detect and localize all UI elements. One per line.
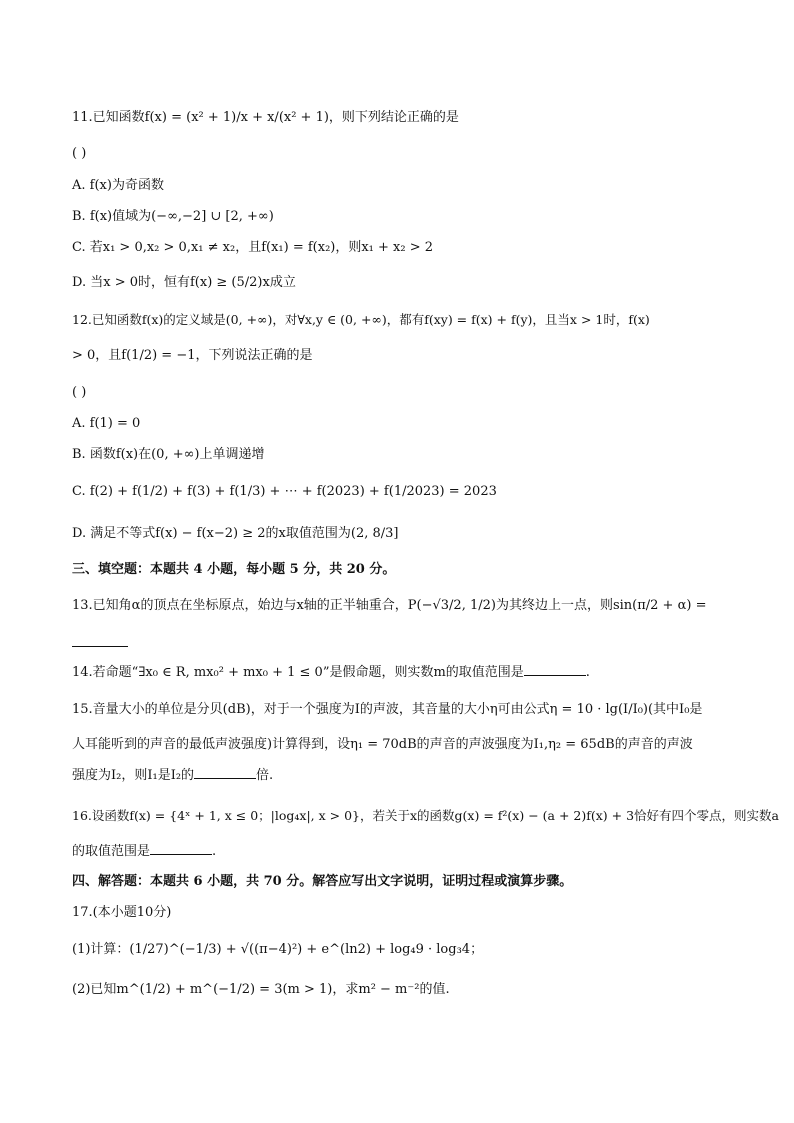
q12-option-a: A. f(1) = 0 xyxy=(72,416,141,431)
q16-line1: 16.设函数f(x) = {4ˣ + 1, x ≤ 0；|log₄x|, x > 0}，若关于x的函数g(x) = f²(x) − (a + 2)f(x) + 3恰好有四个零点，则实数a xyxy=(72,808,779,823)
q15-answer-blank xyxy=(194,766,256,779)
q17-part1: (1)计算：(1/27)^(−1/3) + √((π−4)²) + e^(ln2) + log₄9 · log₃4； xyxy=(72,942,484,957)
q15-line2: 人耳能听到的声音的最低声波强度)计算得到，设η₁ = 70dB的声音的声波强度为I₁,η₂ = 65dB的声音的声波 xyxy=(72,737,693,752)
q12-stem-line1: 12.已知函数f(x)的定义域是(0, +∞)，对∀x,y ∈ (0, +∞)，都有f(xy) = f(x) + f(y)，且当x > 1时，f(x) xyxy=(72,312,650,327)
q12-stem-line2: > 0，且f(1/2) = −1，下列说法正确的是 xyxy=(72,348,313,363)
q13-answer-blank-row xyxy=(72,632,732,654)
q14-text: 14.若命题“∃x₀ ∈ R, mx₀² + mx₀ + 1 ≤ 0”是假命题，则实数m的取值范围是 xyxy=(72,665,524,680)
q15-line3-end: 倍. xyxy=(256,768,274,783)
q11-option-a: A. f(x)为奇函数 xyxy=(72,178,164,193)
q14-answer-blank xyxy=(524,663,586,676)
q16-line2-end: . xyxy=(212,844,217,859)
q14-end: . xyxy=(585,665,590,680)
q11-stem: 11.已知函数f(x) = (x² + 1)/x + x/(x² + 1)，则下列结论正确的是 xyxy=(72,110,459,125)
q15-line3-text: 强度为I₂，则I₁是I₂的 xyxy=(72,768,195,783)
q12-option-d: D. 满足不等式f(x) − f(x−2) ≥ 2的x取值范围为(2, 8/3] xyxy=(72,526,399,541)
q12-option-c: C. f(2) + f(1/2) + f(3) + f(1/3) + ⋯ + f(2023) + f(1/2023) = 2023 xyxy=(72,484,497,499)
q12-option-b: B. 函数f(x)在(0, +∞)上单调递增 xyxy=(72,447,265,462)
q16-answer-blank xyxy=(150,842,212,855)
q14-line xyxy=(72,663,732,683)
q13-answer-blank xyxy=(72,632,128,647)
q17-part2: (2)已知m^(1/2) + m^(−1/2) = 3(m > 1)，求m² − m⁻²的值. xyxy=(72,982,450,997)
section-4-heading: 四、解答题：本题共 6 小题，共 70 分。解答应写出文字说明，证明过程或演算步骤。 xyxy=(72,874,573,889)
q13-text: 13.已知角α的顶点在坐标原点，始边与x轴的正半轴重合，P(−√3/2, 1/2)为其终边上一点，则sin(π/2 + α) = xyxy=(72,598,707,613)
q16-line2 xyxy=(72,842,732,862)
q17-title: 17.(本小题10分) xyxy=(72,905,172,920)
q16-line2-text: 的取值范围是 xyxy=(72,844,151,859)
q11-answer-bracket: ( ) xyxy=(72,146,87,161)
section-3-heading: 三、填空题：本题共 4 小题，每小题 5 分，共 20 分。 xyxy=(72,562,396,577)
q11-option-c: C. 若x₁ > 0,x₂ > 0,x₁ ≠ x₂，且f(x₁) = f(x₂)，则x₁ + x₂ > 2 xyxy=(72,240,434,255)
q11-option-d: D. 当x > 0时，恒有f(x) ≥ (5/2)x成立 xyxy=(72,275,296,290)
q15-line1: 15.音量大小的单位是分贝(dB)，对于一个强度为I的声波，其音量的大小η可由公式η = 10 · lg(I/I₀)(其中I₀是 xyxy=(72,702,703,717)
q11-option-b: B. f(x)值域为(−∞,−2] ∪ [2, +∞) xyxy=(72,209,274,224)
q15-line3 xyxy=(72,766,732,786)
q12-answer-bracket: ( ) xyxy=(72,385,87,400)
